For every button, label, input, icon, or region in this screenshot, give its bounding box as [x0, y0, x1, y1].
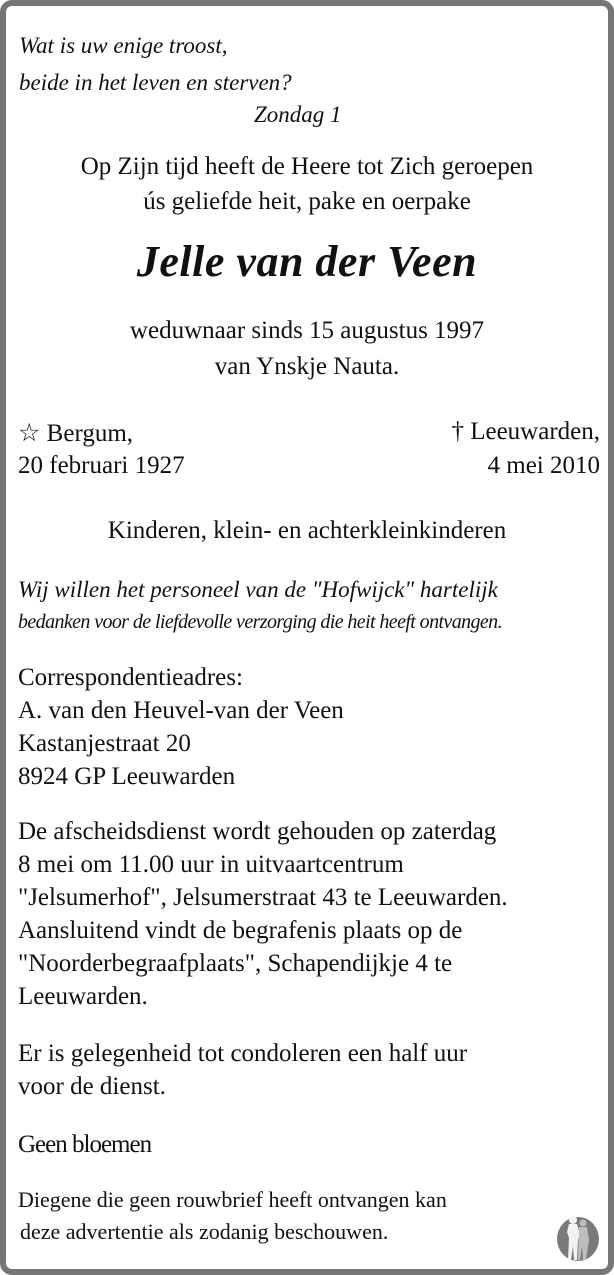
cross-icon: †	[451, 418, 464, 445]
deceased-name: Jelle van der Veen	[136, 237, 478, 286]
thanks-line-2: bedanken voor de liefdevolle verzorging die heit heeft ontvangen.	[18, 611, 502, 633]
widower-line-2: van Ynskje Nauta.	[214, 353, 400, 380]
correspondence-city: 8924 GP Leeuwarden	[18, 763, 236, 790]
quote-line-2: beide in het leven en sterven?	[19, 70, 292, 95]
widower-line-1: weduwnaar sinds 15 augustus 1997	[129, 317, 485, 344]
service-line: 8 mei om 11.00 uur in uitvaartcentrum	[18, 851, 404, 878]
condolence-line-1: Er is gelegenheid tot condoleren een half uur	[18, 1040, 468, 1067]
death-place	[451, 418, 600, 446]
family-line: Kinderen, klein- en achterkleinkinderen	[107, 517, 507, 544]
condolence-line-2: voor de dienst.	[18, 1073, 166, 1100]
correspondence-name: A. van den Heuvel-van der Veen	[18, 697, 344, 724]
birth-place-text: Bergum,	[46, 420, 134, 447]
birth-place	[18, 418, 133, 448]
notice-line-2: deze advertentie als zodanig beschouwen.	[20, 1219, 389, 1244]
service-line: De afscheidsdienst wordt gehouden op zaterdag	[18, 818, 497, 845]
service-line: "Noorderbegraafplaats", Schapendijkje 4 te	[18, 950, 453, 977]
notice-line-1: Diegene die geen rouwbrief heeft ontvangen kan	[18, 1187, 447, 1212]
intro-line-2: ús geliefde heit, pake en oerpake	[143, 188, 471, 215]
embracing-figures-icon	[556, 1214, 600, 1262]
intro-line-1: Op Zijn tijd heeft de Heere tot Zich geroepen	[80, 153, 534, 180]
thanks-line-1: Wij willen het personeel van de "Hofwijck" hartelijk	[18, 577, 498, 602]
correspondence-label: Correspondentieadres:	[18, 664, 243, 691]
no-flowers: Geen bloemen	[18, 1131, 152, 1158]
correspondence-street: Kastanjestraat 20	[18, 730, 191, 757]
star-icon: ☆	[18, 420, 41, 447]
service-line: Leeuwarden.	[18, 983, 148, 1010]
death-date: 4 mei 2010	[487, 452, 600, 479]
death-place-text: Leeuwarden,	[470, 418, 600, 445]
quote-line-1: Wat is uw enige troost,	[19, 33, 228, 58]
birth-date: 20 februari 1927	[18, 452, 185, 479]
service-line: "Jelsumerhof", Jelsumerstraat 43 te Leeuwarden.	[18, 884, 508, 911]
quote-source: Zondag 1	[254, 102, 342, 127]
service-line: Aansluitend vindt de begrafenis plaats op de	[18, 917, 463, 944]
